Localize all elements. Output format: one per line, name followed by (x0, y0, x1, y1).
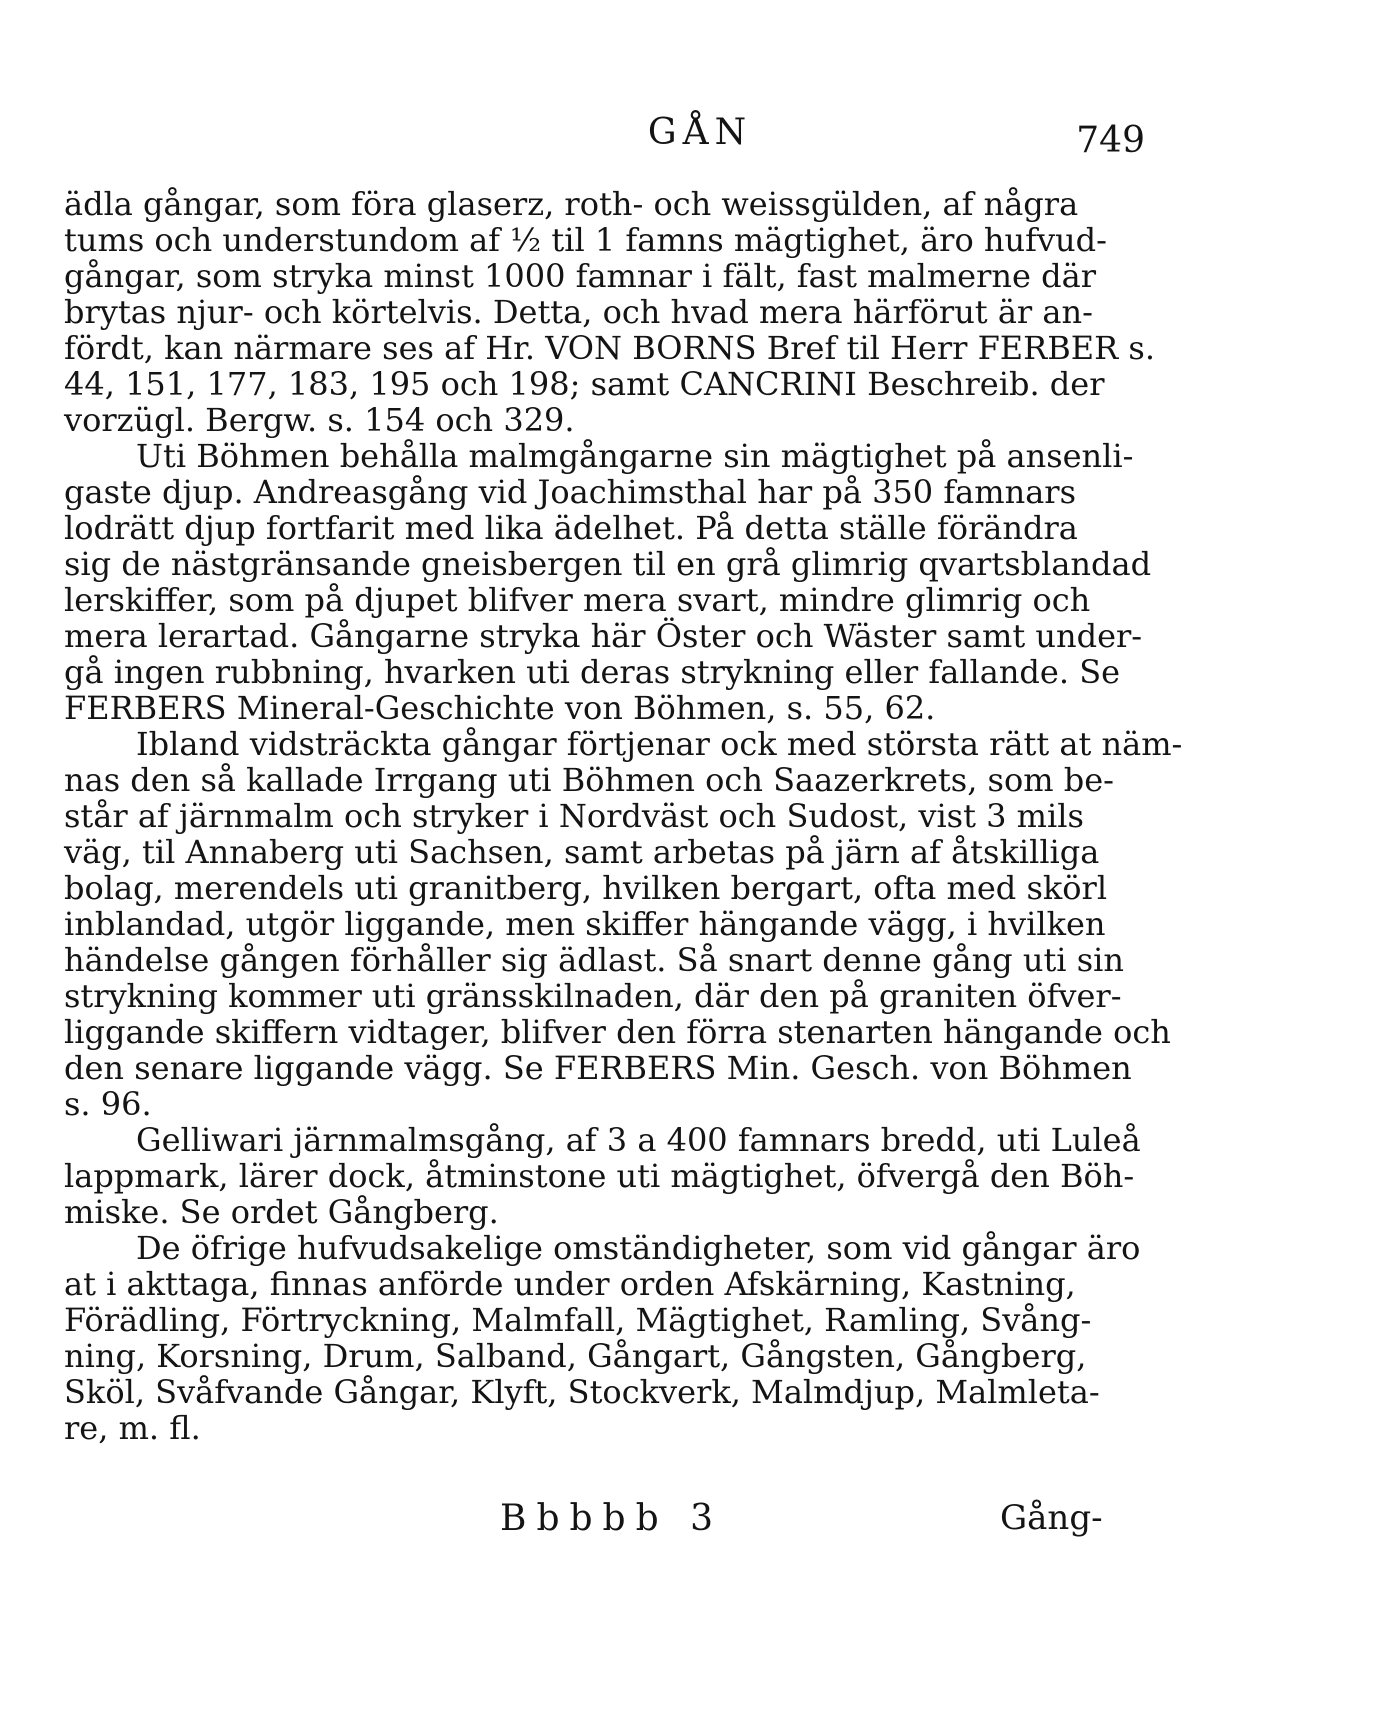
text-line: lerskiffer, som på djupet blifver mera svart, mindre glimrig och (64, 581, 1091, 619)
text-line: Ibland vidsträckta gångar förtjenar ock med största rätt at näm- (136, 725, 1183, 763)
text-line: Sköl, Svåfvande Gångar, Klyft, Stockverk, Malmdjup, Malmleta- (64, 1373, 1100, 1411)
text-line: tums och understundom af ½ til 1 famns mägtighet, äro hufvud- (64, 221, 1107, 259)
text-line: inblandad, utgör liggande, men skiffer hängande vägg, i hvilken (64, 905, 1106, 943)
body-text (64, 185, 1183, 1447)
text-line: lodrätt djup fortfarit med lika ädelhet. På detta ställe förändra (64, 509, 1078, 547)
text-line: De öfrige hufvudsakelige omständigheter, som vid gångar äro (136, 1229, 1141, 1267)
text-line: gångar, som stryka minst 1000 famnar i fält, fast malmerne där (64, 257, 1096, 295)
text-line: ning, Korsning, Drum, Salband, Gångart, Gångsten, Gångberg, (64, 1337, 1087, 1375)
text-line: Uti Böhmen behålla malmgångarne sin mägtighet på ansenli- (136, 437, 1134, 475)
text-line: nas den så kallade Irrgang uti Böhmen och Saazerkrets, som be- (64, 761, 1114, 799)
text-line: väg, til Annaberg uti Sachsen, samt arbetas på järn af åtskilliga (64, 833, 1100, 871)
text-line: ädla gångar, som föra glaserz, roth- och weissgülden, af några (64, 185, 1079, 223)
text-line: händelse gången förhåller sig ädlast. Så snart denne gång uti sin (64, 941, 1124, 979)
running-head: GÅN (647, 112, 753, 153)
page-number: 749 (1076, 120, 1145, 161)
text-line: strykning kommer uti gränsskilnaden, där den på graniten öfver- (64, 977, 1122, 1015)
signature-mark: Bbbbb 3 (500, 1498, 723, 1539)
text-line: liggande skiffern vidtager, blifver den förra stenarten hängande och (64, 1013, 1171, 1051)
text-line: står af järnmalm och stryker i Nordväst och Sudost, vist 3 mils (64, 797, 1084, 835)
text-line: vorzügl. Bergw. s. 154 och 329. (64, 401, 575, 439)
text-line: fördt, kan närmare ses af Hr. VON BORNS Bref til Herr FERBER s. (64, 329, 1155, 367)
text-line: lappmark, lärer dock, åtminstone uti mägtighet, öfvergå den Böh- (64, 1157, 1135, 1195)
text-line: s. 96. (64, 1085, 152, 1123)
text-line: den senare liggande vägg. Se FERBERS Min. Gesch. von Böhmen (64, 1049, 1132, 1087)
text-line: gaste djup. Andreasgång vid Joachimsthal har på 350 famnars (64, 473, 1076, 511)
text-line: gå ingen rubbning, hvarken uti deras strykning eller fallande. Se (64, 653, 1121, 691)
text-line: bolag, merendels uti granitberg, hvilken bergart, ofta med skörl (64, 869, 1108, 907)
text-line: miske. Se ordet Gångberg. (64, 1193, 499, 1231)
text-line: at i akttaga, finnas anförde under orden Afskärning, Kastning, (64, 1265, 1076, 1303)
text-line: 44, 151, 177, 183, 195 och 198; samt CANCRINI Beschreib. der (64, 365, 1105, 403)
text-line: mera lerartad. Gångarne stryka här Öster och Wäster samt under- (64, 617, 1143, 655)
text-line: Förädling, Förtryckning, Malmfall, Mägtighet, Ramling, Svång- (64, 1301, 1092, 1339)
text-line: brytas njur- och körtelvis. Detta, och hvad mera härförut är an- (64, 293, 1093, 331)
text-line: FERBERS Mineral-Geschichte von Böhmen, s. 55, 62. (64, 689, 936, 727)
catchword: Gång- (1000, 1498, 1103, 1538)
text-line: re, m. fl. (64, 1409, 201, 1447)
text-line: Gelliwari järnmalmsgång, af 3 a 400 famnars bredd, uti Luleå (136, 1121, 1141, 1159)
text-line: sig de nästgränsande gneisbergen til en grå glimrig qvartsblandad (64, 545, 1152, 583)
